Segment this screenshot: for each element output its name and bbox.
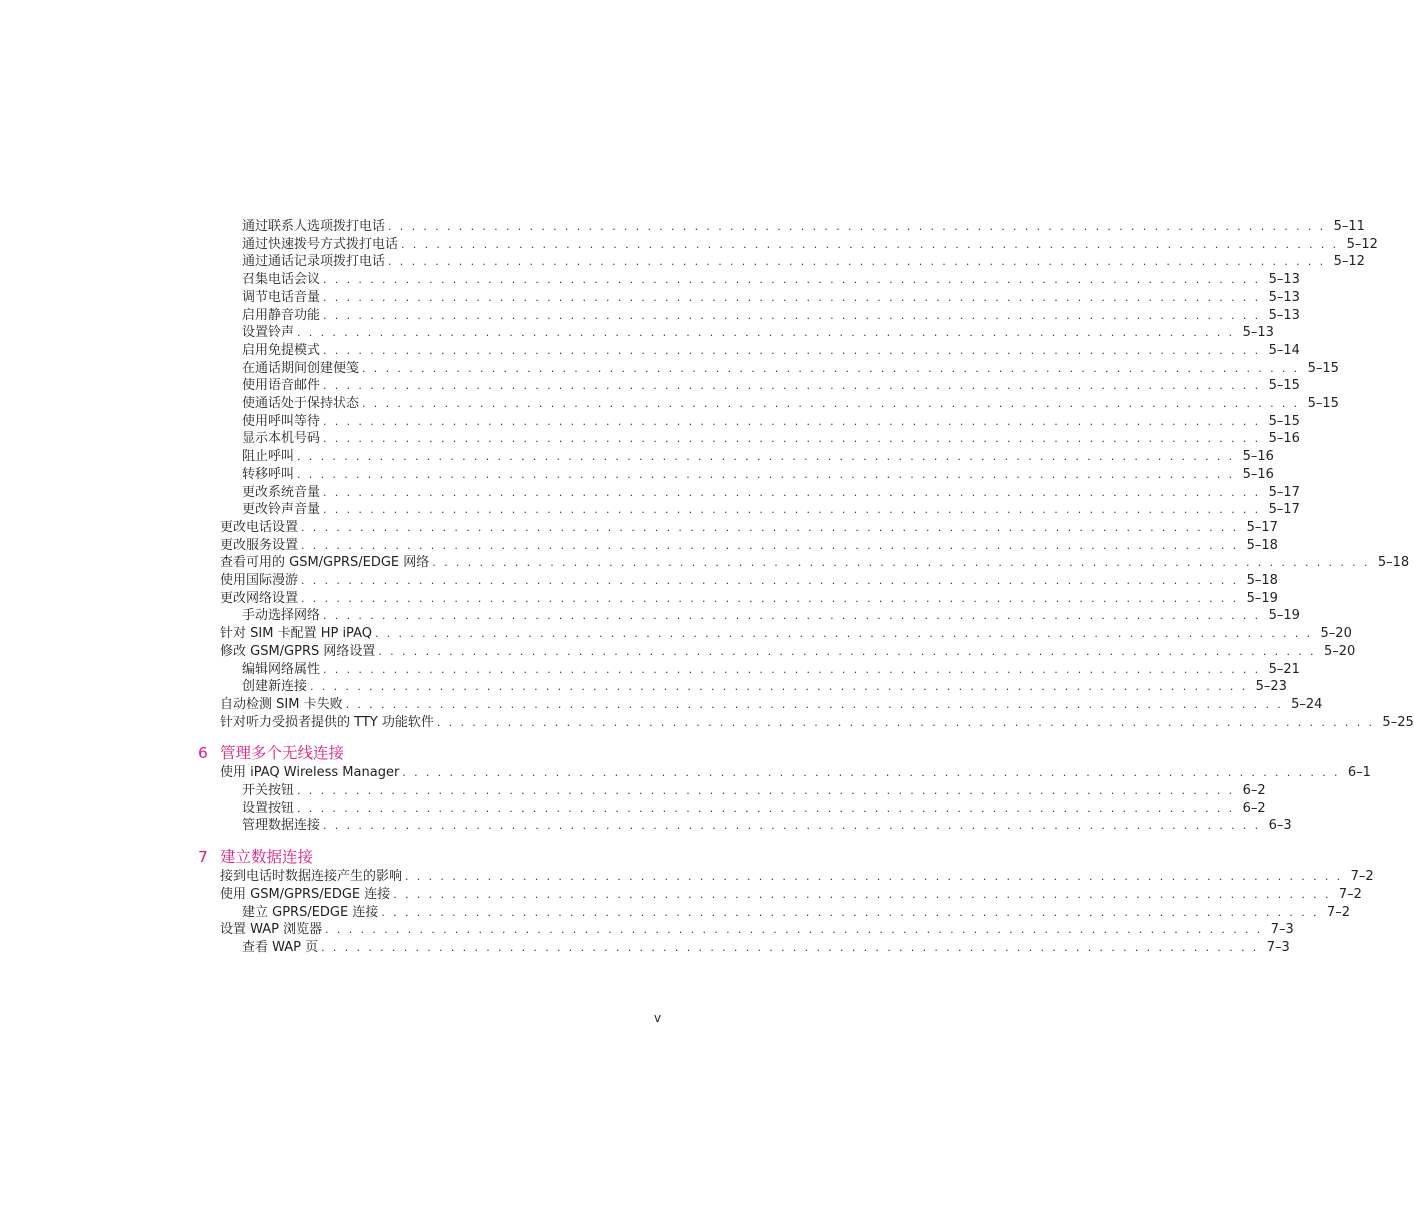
toc-entry[interactable] bbox=[242, 607, 1300, 625]
dot-leader: . . . . . . . . . . . . . . . . . . . . . . . . . . . . . . . . . . . . . . . . . . . . . . . . . . . . . . . . . . . . . . . . . . . . . . . . . . . . . . . . bbox=[388, 220, 1326, 233]
toc-entry[interactable] bbox=[220, 554, 1410, 572]
dot-leader: . . . . . . . . . . . . . . . . . . . . . . . . . . . . . . . . . . . . . . . . . . . . . . . . . . . . . . . . . . . . . . . . . . . . . . . . . . . . . . . . bbox=[310, 680, 1248, 694]
toc-entry-page: 5–19 bbox=[1268, 608, 1300, 624]
dot-leader: . . . . . . . . . . . . . . . . . . . . . . . . . . . . . . . . . . . . . . . . . . . . . . . . . . . . . . . . . . . . . . . . . . . . . . . . . . . . . . . . bbox=[301, 591, 1239, 605]
toc-entry-page: 5–15 bbox=[1307, 360, 1339, 376]
chapter-title: 管理多个无线连接 bbox=[220, 744, 345, 763]
toc-entry-page: 7–3 bbox=[1266, 939, 1290, 955]
toc-entry-page: 5–17 bbox=[1268, 502, 1300, 518]
toc-entry-title: 通过通话记录项拨打电话 bbox=[242, 254, 386, 270]
toc-entry-title: 显示本机号码 bbox=[242, 431, 321, 447]
toc-entry-page: 5–17 bbox=[1268, 484, 1300, 500]
toc-entry-title: 启用静音功能 bbox=[242, 307, 321, 323]
toc-entry[interactable] bbox=[242, 817, 1292, 835]
toc-entry-page: 7–3 bbox=[1270, 922, 1294, 938]
dot-leader: . . . . . . . . . . . . . . . . . . . . . . . . . . . . . . . . . . . . . . . . . . . . . . . . . . . . . . . . . . . . . . . . . . . . . . . . . . . . . . . . bbox=[362, 361, 1300, 375]
toc-entry[interactable] bbox=[220, 625, 1352, 643]
toc-entry[interactable] bbox=[220, 696, 1323, 714]
toc-entry[interactable] bbox=[242, 904, 1350, 922]
toc-entry-page: 6–3 bbox=[1268, 818, 1292, 834]
dot-leader: . . . . . . . . . . . . . . . . . . . . . . . . . . . . . . . . . . . . . . . . . . . . . . . . . . . . . . . . . . . . . . . . . . . . . . . . . . . . . . . . bbox=[297, 801, 1235, 815]
toc-entry-title: 接到电话时数据连接产生的影响 bbox=[220, 869, 403, 885]
toc-entry[interactable] bbox=[242, 466, 1274, 484]
toc-entry-title: 使用呼叫等待 bbox=[242, 413, 321, 429]
dot-leader: . . . . . . . . . . . . . . . . . . . . . . . . . . . . . . . . . . . . . . . . . . . . . . . . . . . . . . . . . . . . . . . . . . . . . . . . . . . . . . . . bbox=[323, 503, 1261, 517]
toc-entry-page: 5–20 bbox=[1323, 643, 1356, 659]
toc-entry-title: 设置 WAP 浏览器 bbox=[220, 922, 323, 938]
toc-entry-title: 使用 GSM/GPRS/EDGE 连接 bbox=[220, 886, 391, 902]
dot-leader: . . . . . . . . . . . . . . . . . . . . . . . . . . . . . . . . . . . . . . . . . . . . . . . . . . . . . . . . . . . . . . . . . . . . . . . . . . . . . . . . bbox=[297, 784, 1235, 797]
toc-entry[interactable] bbox=[242, 501, 1300, 519]
toc-entry[interactable] bbox=[220, 921, 1294, 939]
toc-entry-title: 使通话处于保持状态 bbox=[242, 396, 360, 411]
toc-entry[interactable] bbox=[242, 484, 1300, 502]
toc-entry[interactable] bbox=[220, 886, 1362, 904]
toc-entry-page: 5–15 bbox=[1268, 413, 1300, 429]
chapter-heading[interactable] bbox=[198, 743, 344, 763]
toc-entry-title: 使用 iPAQ Wireless Manager bbox=[220, 765, 400, 781]
toc-entry[interactable] bbox=[242, 289, 1300, 307]
toc-entry[interactable] bbox=[220, 519, 1278, 537]
toc-entry-title: 查看可用的 GSM/GPRS/EDGE 网络 bbox=[220, 555, 430, 571]
toc-entry[interactable] bbox=[242, 448, 1274, 466]
toc-entry-title: 自动检测 SIM 卡失败 bbox=[220, 696, 343, 712]
toc-entry-page: 5–19 bbox=[1246, 590, 1278, 606]
toc-entry-page: 5–15 bbox=[1268, 378, 1300, 394]
dot-leader: . . . . . . . . . . . . . . . . . . . . . . . . . . . . . . . . . . . . . . . . . . . . . . . . . . . . . . . . . . . . . . . . . . . . . . . . . . . . . . . . bbox=[323, 273, 1261, 287]
dot-leader: . . . . . . . . . . . . . . . . . . . . . . . . . . . . . . . . . . . . . . . . . . . . . . . . . . . . . . . . . . . . . . . . . . . . . . . . . . . . . . . . bbox=[388, 255, 1326, 269]
toc-entry[interactable] bbox=[242, 430, 1300, 448]
dot-leader: . . . . . . . . . . . . . . . . . . . . . . . . . . . . . . . . . . . . . . . . . . . . . . . . . . . . . . . . . . . . . . . . . . . . . . . . . . . . . . . . bbox=[321, 940, 1259, 954]
toc-entry-title: 更改系统音量 bbox=[242, 484, 321, 500]
toc-entry[interactable] bbox=[220, 537, 1278, 555]
dot-leader: . . . . . . . . . . . . . . . . . . . . . . . . . . . . . . . . . . . . . . . . . . . . . . . . . . . . . . . . . . . . . . . . . . . . . . . . . . . . . . . . bbox=[393, 887, 1331, 901]
dot-leader: . . . . . . . . . . . . . . . . . . . . . . . . . . . . . . . . . . . . . . . . . . . . . . . . . . . . . . . . . . . . . . . . . . . . . . . . . . . . . . . . bbox=[325, 923, 1263, 937]
toc-entry[interactable] bbox=[242, 253, 1365, 271]
chapter-number: 7 bbox=[198, 848, 208, 867]
toc-entry[interactable] bbox=[220, 714, 1414, 732]
toc-entry-title: 通过快速拨号方式拨打电话 bbox=[242, 236, 399, 252]
dot-leader: . . . . . . . . . . . . . . . . . . . . . . . . . . . . . . . . . . . . . . . . . . . . . . . . . . . . . . . . . . . . . . . . . . . . . . . . . . . . . . . . bbox=[323, 343, 1261, 357]
toc-entry[interactable] bbox=[242, 939, 1290, 957]
toc-entry-page: 5–13 bbox=[1242, 325, 1274, 341]
toc-entry-page: 5–11 bbox=[1333, 219, 1365, 234]
toc-entry[interactable] bbox=[220, 643, 1356, 661]
toc-entry[interactable] bbox=[242, 395, 1339, 413]
dot-leader: . . . . . . . . . . . . . . . . . . . . . . . . . . . . . . . . . . . . . . . . . . . . . . . . . . . . . . . . . . . . . . . . . . . . . . . . . . . . . . . . bbox=[378, 644, 1316, 658]
dot-leader: . . . . . . . . . . . . . . . . . . . . . . . . . . . . . . . . . . . . . . . . . . . . . . . . . . . . . . . . . . . . . . . . . . . . . . . . . . . . . . . . bbox=[297, 450, 1235, 464]
toc-entry[interactable] bbox=[220, 572, 1278, 590]
dot-leader: . . . . . . . . . . . . . . . . . . . . . . . . . . . . . . . . . . . . . . . . . . . . . . . . . . . . . . . . . . . . . . . . . . . . . . . . . . . . . . . . bbox=[436, 715, 1375, 729]
toc-entry[interactable] bbox=[242, 271, 1300, 289]
toc-entry-title: 创建新连接 bbox=[242, 679, 308, 695]
toc-entry-title: 调节电话音量 bbox=[242, 289, 321, 305]
toc-entry-page: 5–15 bbox=[1307, 396, 1339, 411]
toc-entry-title: 针对 SIM 卡配置 HP iPAQ bbox=[220, 626, 372, 642]
dot-leader: . . . . . . . . . . . . . . . . . . . . . . . . . . . . . . . . . . . . . . . . . . . . . . . . . . . . . . . . . . . . . . . . . . . . . . . . . . . . . . . . bbox=[381, 905, 1319, 919]
dot-leader: . . . . . . . . . . . . . . . . . . . . . . . . . . . . . . . . . . . . . . . . . . . . . . . . . . . . . . . . . . . . . . . . . . . . . . . . . . . . . . . . bbox=[323, 290, 1261, 304]
chapter-title: 建立数据连接 bbox=[220, 848, 314, 867]
toc-entry-page: 5–13 bbox=[1268, 272, 1300, 288]
toc-entry-title: 针对听力受损者提供的 TTY 功能软件 bbox=[220, 714, 434, 730]
toc-entry-page: 6–2 bbox=[1242, 783, 1266, 798]
toc-entry-title: 开关按钮 bbox=[242, 783, 295, 798]
dot-leader: . . . . . . . . . . . . . . . . . . . . . . . . . . . . . . . . . . . . . . . . . . . . . . . . . . . . . . . . . . . . . . . . . . . . . . . . . . . . . . . . bbox=[405, 870, 1343, 884]
dot-leader: . . . . . . . . . . . . . . . . . . . . . . . . . . . . . . . . . . . . . . . . . . . . . . . . . . . . . . . . . . . . . . . . . . . . . . . . . . . . . . . . bbox=[323, 308, 1261, 322]
toc-entry-page: 5–13 bbox=[1268, 289, 1300, 305]
toc-entry-page: 7–2 bbox=[1350, 869, 1374, 885]
toc-entry-page: 5–14 bbox=[1268, 342, 1300, 358]
toc-entry-title: 召集电话会议 bbox=[242, 272, 321, 288]
toc-entry-page: 5–12 bbox=[1333, 254, 1365, 270]
page-number: v bbox=[654, 1011, 662, 1025]
toc-entry-page: 5–18 bbox=[1246, 537, 1278, 553]
toc-entry-title: 使用国际漫游 bbox=[220, 573, 299, 588]
dot-leader: . . . . . . . . . . . . . . . . . . . . . . . . . . . . . . . . . . . . . . . . . . . . . . . . . . . . . . . . . . . . . . . . . . . . . . . . . . . . . . . . bbox=[402, 766, 1340, 780]
dot-leader: . . . . . . . . . . . . . . . . . . . . . . . . . . . . . . . . . . . . . . . . . . . . . . . . . . . . . . . . . . . . . . . . . . . . . . . . . . . . . . . . bbox=[323, 379, 1261, 393]
toc-entry-title: 使用语音邮件 bbox=[242, 378, 321, 394]
toc-entry-title: 阻止呼叫 bbox=[242, 449, 295, 465]
toc-entry-page: 6–1 bbox=[1347, 765, 1371, 781]
dot-leader: . . . . . . . . . . . . . . . . . . . . . . . . . . . . . . . . . . . . . . . . . . . . . . . . . . . . . . . . . . . . . . . . . . . . . . . . . . . . . . . . bbox=[323, 432, 1261, 446]
chapter-number: 6 bbox=[198, 744, 208, 763]
dot-leader: . . . . . . . . . . . . . . . . . . . . . . . . . . . . . . . . . . . . . . . . . . . . . . . . . . . . . . . . . . . . . . . . . . . . . . . . . . . . . . . . bbox=[374, 627, 1313, 641]
toc-entry-page: 5–18 bbox=[1377, 555, 1410, 571]
dot-leader: . . . . . . . . . . . . . . . . . . . . . . . . . . . . . . . . . . . . . . . . . . . . . . . . . . . . . . . . . . . . . . . . . . . . . . . . . . . . . . . . bbox=[323, 414, 1261, 428]
toc-entry[interactable] bbox=[242, 377, 1300, 395]
toc-entry-title: 更改服务设置 bbox=[220, 537, 299, 553]
toc-entry-title: 查看 WAP 页 bbox=[242, 939, 319, 955]
dot-leader: . . . . . . . . . . . . . . . . . . . . . . . . . . . . . . . . . . . . . . . . . . . . . . . . . . . . . . . . . . . . . . . . . . . . . . . . . . . . . . . . bbox=[301, 574, 1239, 587]
toc-entry[interactable] bbox=[242, 800, 1266, 818]
toc-entry[interactable] bbox=[242, 307, 1300, 325]
dot-leader: . . . . . . . . . . . . . . . . . . . . . . . . . . . . . . . . . . . . . . . . . . . . . . . . . . . . . . . . . . . . . . . . . . . . . . . . . . . . . . . . bbox=[301, 520, 1239, 534]
toc-entry-page: 5–12 bbox=[1346, 236, 1378, 252]
toc-entry-page: 7–2 bbox=[1326, 904, 1350, 920]
dot-leader: . . . . . . . . . . . . . . . . . . . . . . . . . . . . . . . . . . . . . . . . . . . . . . . . . . . . . . . . . . . . . . . . . . . . . . . . . . . . . . . . bbox=[323, 662, 1261, 676]
dot-leader: . . . . . . . . . . . . . . . . . . . . . . . . . . . . . . . . . . . . . . . . . . . . . . . . . . . . . . . . . . . . . . . . . . . . . . . . . . . . . . . . bbox=[432, 556, 1370, 570]
toc-entry[interactable] bbox=[242, 678, 1287, 696]
toc-entry[interactable] bbox=[242, 324, 1274, 342]
toc-entry-page: 5–21 bbox=[1268, 661, 1300, 677]
dot-leader: . . . . . . . . . . . . . . . . . . . . . . . . . . . . . . . . . . . . . . . . . . . . . . . . . . . . . . . . . . . . . . . . . . . . . . . . . . . . . . . . bbox=[323, 609, 1261, 623]
toc-entry-title: 设置铃声 bbox=[242, 325, 295, 341]
toc-entry-title: 管理数据连接 bbox=[242, 818, 321, 834]
toc-entry-page: 5–16 bbox=[1242, 466, 1274, 482]
toc-entry-page: 5–17 bbox=[1246, 519, 1278, 535]
dot-leader: . . . . . . . . . . . . . . . . . . . . . . . . . . . . . . . . . . . . . . . . . . . . . . . . . . . . . . . . . . . . . . . . . . . . . . . . . . . . . . . . bbox=[301, 538, 1239, 552]
toc-entry[interactable] bbox=[242, 236, 1378, 254]
chapter-heading[interactable] bbox=[198, 847, 313, 867]
dot-leader: . . . . . . . . . . . . . . . . . . . . . . . . . . . . . . . . . . . . . . . . . . . . . . . . . . . . . . . . . . . . . . . . . . . . . . . . . . . . . . . . bbox=[345, 697, 1284, 711]
toc-entry-title: 手动选择网络 bbox=[242, 608, 321, 624]
toc-entry[interactable] bbox=[242, 342, 1300, 360]
toc-entry[interactable] bbox=[242, 413, 1300, 431]
dot-leader: . . . . . . . . . . . . . . . . . . . . . . . . . . . . . . . . . . . . . . . . . . . . . . . . . . . . . . . . . . . . . . . . . . . . . . . . . . . . . . . . bbox=[297, 326, 1235, 340]
toc-entry-page: 5–13 bbox=[1268, 307, 1300, 323]
toc-entry-page: 5–16 bbox=[1268, 431, 1300, 447]
toc-entry-page: 5–20 bbox=[1320, 626, 1352, 642]
toc-entry-page: 5–24 bbox=[1291, 696, 1323, 712]
dot-leader: . . . . . . . . . . . . . . . . . . . . . . . . . . . . . . . . . . . . . . . . . . . . . . . . . . . . . . . . . . . . . . . . . . . . . . . . . . . . . . . . bbox=[401, 237, 1339, 251]
toc-entry-page: 6–2 bbox=[1242, 800, 1266, 816]
toc-entry-page: 5–25 bbox=[1382, 714, 1414, 730]
toc-entry-title: 编辑网络属性 bbox=[242, 661, 321, 677]
toc-entry-title: 设置按钮 bbox=[242, 800, 295, 816]
toc-entry[interactable] bbox=[220, 590, 1278, 608]
toc-entry-page: 5–23 bbox=[1255, 679, 1287, 695]
dot-leader: . . . . . . . . . . . . . . . . . . . . . . . . . . . . . . . . . . . . . . . . . . . . . . . . . . . . . . . . . . . . . . . . . . . . . . . . . . . . . . . . bbox=[323, 485, 1261, 499]
toc-entry[interactable] bbox=[220, 764, 1371, 782]
toc-entry[interactable] bbox=[220, 868, 1374, 886]
toc-entry[interactable] bbox=[242, 661, 1300, 679]
dot-leader: . . . . . . . . . . . . . . . . . . . . . . . . . . . . . . . . . . . . . . . . . . . . . . . . . . . . . . . . . . . . . . . . . . . . . . . . . . . . . . . . bbox=[323, 819, 1261, 833]
toc-entry[interactable] bbox=[242, 218, 1365, 236]
toc-entry-title: 建立 GPRS/EDGE 连接 bbox=[242, 904, 379, 920]
toc-entry[interactable] bbox=[242, 782, 1266, 800]
toc-entry-title: 更改铃声音量 bbox=[242, 502, 321, 518]
toc-entry-title: 在通话期间创建便笺 bbox=[242, 360, 360, 376]
toc-entry-page: 5–18 bbox=[1246, 573, 1278, 588]
toc-entry-title: 更改网络设置 bbox=[220, 590, 299, 606]
toc-entry-title: 通过联系人选项拨打电话 bbox=[242, 219, 386, 234]
dot-leader: . . . . . . . . . . . . . . . . . . . . . . . . . . . . . . . . . . . . . . . . . . . . . . . . . . . . . . . . . . . . . . . . . . . . . . . . . . . . . . . . bbox=[362, 397, 1300, 410]
toc-entry-page: 5–16 bbox=[1242, 449, 1274, 465]
toc-entry-title: 启用免提模式 bbox=[242, 342, 321, 358]
toc-entry-title: 修改 GSM/GPRS 网络设置 bbox=[220, 643, 376, 659]
toc-entry-title: 更改电话设置 bbox=[220, 519, 299, 535]
toc-entry-page: 7–2 bbox=[1338, 886, 1362, 902]
toc-entry[interactable] bbox=[242, 360, 1339, 378]
toc-entry-title: 转移呼叫 bbox=[242, 466, 295, 482]
dot-leader: . . . . . . . . . . . . . . . . . . . . . . . . . . . . . . . . . . . . . . . . . . . . . . . . . . . . . . . . . . . . . . . . . . . . . . . . . . . . . . . . bbox=[297, 467, 1235, 481]
